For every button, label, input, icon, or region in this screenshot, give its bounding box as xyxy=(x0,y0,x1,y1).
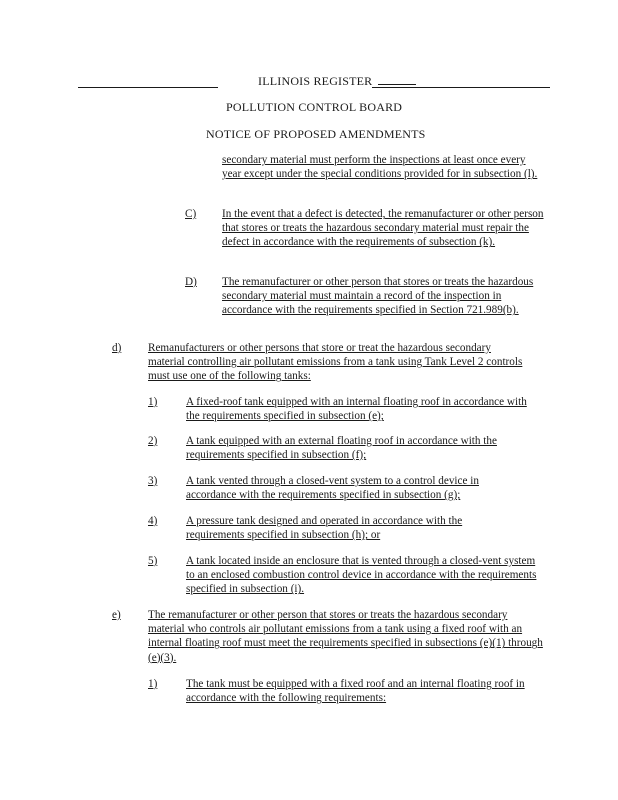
item-label-d4: 4) xyxy=(148,515,158,527)
item-text-d5: A tank located inside an enclosure that is vented through a closed-vent system to an enclosed combustion control device in accordance with the requirements specified in subsection (i). xyxy=(186,555,537,596)
item-text-e1: The tank must be equipped with a fixed roof and an internal floating roof in accordance with the following requirements: xyxy=(186,678,525,705)
item-text-d3: A tank vented through a closed-vent system to a control device in accordance with the requirements specified in subsection (g); xyxy=(186,475,479,502)
item-text-d1: A fixed-roof tank equipped with an internal floating roof in accordance with the requirements specified in subsection (e); xyxy=(186,396,527,423)
notice-title: NOTICE OF PROPOSED AMENDMENTS xyxy=(206,127,426,141)
item-text-d4: A pressure tank designed and operated in accordance with the requirements specified in subsection (h); or xyxy=(186,515,463,542)
item-text-D: The remanufacturer or other person that stores or treats the hazardous secondary material must maintain a record of the inspection in accordance with the requirements specified in Section 721.989(b). xyxy=(222,276,534,317)
item-label-d3: 3) xyxy=(148,475,158,487)
header-rule-right xyxy=(372,87,550,88)
header-rule-short xyxy=(378,84,416,85)
continuation-text: secondary material must perform the inspections at least once every year except under the special conditions provided for in subsection (l). xyxy=(222,154,538,181)
item-label-e1: 1) xyxy=(148,678,158,690)
item-label-d1: 1) xyxy=(148,396,158,408)
item-label-e: e) xyxy=(112,609,121,621)
item-label-d: d) xyxy=(112,342,122,354)
item-label-D: D) xyxy=(185,276,197,288)
item-text-d: Remanufacturers or other persons that store or treat the hazardous secondary material controlling air pollutant emissions from a tank using Tank Level 2 controls must use one of the following tanks: xyxy=(148,342,523,383)
item-text-e: The remanufacturer or other person that stores or treats the hazardous secondary material who controls air pollutant emissions from a tank using a fixed roof with an internal floating roof must meet the requirements specified in subsections (e)(1) through (e)(3). xyxy=(148,609,543,664)
agency-title: POLLUTION CONTROL BOARD xyxy=(226,100,403,114)
item-label-d5: 5) xyxy=(148,555,158,567)
header-rule-left xyxy=(78,87,218,88)
register-title: ILLINOIS REGISTER xyxy=(258,74,373,88)
item-text-d2: A tank equipped with an external floating roof in accordance with the requirements specified in subsection (f); xyxy=(186,435,497,462)
item-text-C: In the event that a defect is detected, the remanufacturer or other person that stores or treats the hazardous secondary material must repair the defect in accordance with the requirements of subsection (k). xyxy=(222,208,544,249)
item-label-C: C) xyxy=(185,208,197,220)
item-label-d2: 2) xyxy=(148,435,158,447)
